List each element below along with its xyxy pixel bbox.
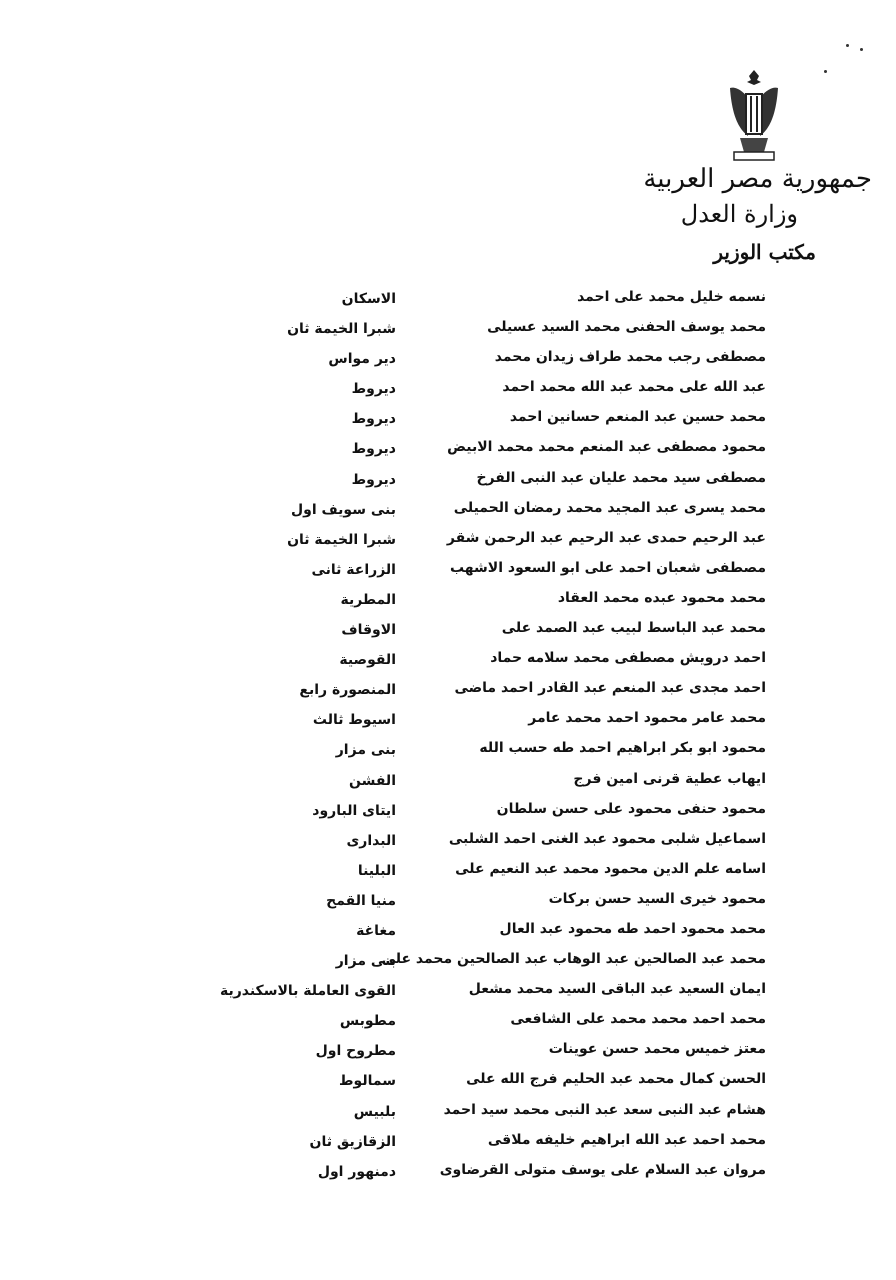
entry-name: محمد يسرى عبد المجيد محمد رمضان الحميلى — [453, 499, 766, 516]
scan-speck — [824, 70, 827, 73]
entry-name: مصطفى شعبان احمد على ابو السعود الاشهب — [449, 559, 766, 576]
list-item — [0, 914, 896, 944]
entry-place: بنى مزار — [335, 953, 396, 970]
list-item — [0, 1034, 896, 1064]
entry-name: محمود حنفى محمود على حسن سلطان — [496, 800, 766, 817]
entry-place: منيا القمح — [326, 892, 396, 909]
list-item — [0, 583, 896, 613]
entry-place: القوى العاملة بالاسكندرية — [219, 983, 396, 1000]
entry-name: ايمان السعيد عبد الباقى السيد محمد مشعل — [468, 981, 766, 998]
entry-name: محمود مصطفى عبد المنعم محمد محمد الابيض — [447, 439, 766, 456]
list-item — [0, 463, 896, 493]
entry-place: القوصية — [339, 652, 396, 669]
entry-name: اسماعيل شلبى محمود عبد الغنى احمد الشلبى — [448, 830, 766, 847]
entry-name: محمد عبد الباسط لبيب عبد الصمد على — [501, 620, 766, 637]
entry-place: شبرا الخيمة ثان — [287, 321, 396, 338]
list-item — [0, 794, 896, 824]
list-item — [0, 764, 896, 794]
entry-place: بلبيس — [353, 1103, 396, 1120]
list-item — [0, 493, 896, 523]
list-item — [0, 1125, 896, 1155]
entry-name: احمد درويش مصطفى محمد سلامه حماد — [490, 650, 766, 667]
eagle-emblem-icon — [722, 66, 786, 166]
entry-place: شبرا الخيمة ثان — [287, 531, 396, 548]
entry-place: ديروط — [351, 381, 396, 398]
header-republic: جمهورية مصر العربية — [643, 164, 872, 194]
entry-place: اسيوط ثالث — [312, 712, 396, 729]
entry-name: محمد احمد محمد محمد على الشافعى — [510, 1011, 766, 1028]
list-item — [0, 613, 896, 643]
scan-speck — [846, 44, 849, 47]
header-ministry: وزارة العدل — [680, 200, 798, 228]
entry-place: بنى مزار — [335, 742, 396, 759]
list-item — [0, 523, 896, 553]
entry-place: البلينا — [357, 862, 396, 879]
entry-name: محمود خيرى السيد حسن بركات — [548, 890, 766, 907]
entry-place: الزقازيق ثان — [309, 1133, 396, 1150]
list-item — [0, 432, 896, 462]
entry-place: مطوبس — [339, 1013, 396, 1030]
entry-place: ديروط — [351, 411, 396, 428]
header-office: مكتب الوزير — [713, 240, 816, 264]
list-item — [0, 312, 896, 342]
list-item — [0, 824, 896, 854]
list-item — [0, 342, 896, 372]
entry-name: محمود ابو بكر ابراهيم احمد طه حسب الله — [479, 740, 766, 757]
entry-place: الفشن — [349, 772, 396, 789]
entry-name: محمد حسين عبد المنعم حسانين احمد — [509, 409, 766, 426]
entry-place: المنصورة رابع — [299, 682, 396, 699]
entry-name: محمد محمود عبده محمد العقاد — [557, 589, 766, 606]
list-item — [0, 673, 896, 703]
list-item — [0, 733, 896, 763]
list-item — [0, 944, 896, 974]
entry-place: مطروح اول — [315, 1043, 396, 1060]
entry-name: نسمه خليل محمد على احمد — [577, 289, 766, 305]
entry-name: مصطفى سيد محمد عليان عبد النبى الفرخ — [476, 469, 766, 486]
entry-name: محمد احمد عبد الله ابراهيم خليفه ملاقى — [487, 1131, 766, 1148]
entry-name: الحسن كمال محمد عبد الحليم فرج الله على — [466, 1071, 766, 1088]
entry-place: ديروط — [351, 471, 396, 488]
list-item — [0, 854, 896, 884]
entry-name: عبد الله على محمد عبد الله محمد احمد — [502, 379, 766, 396]
list-item — [0, 1064, 896, 1094]
list-item — [0, 1095, 896, 1125]
entry-name: محمد عامر محمود احمد محمد عامر — [528, 710, 766, 727]
entry-name: اسامه علم الدين محمود محمد عبد النعيم على — [455, 860, 766, 877]
list-item — [0, 1155, 896, 1185]
entry-name: محمد محمود احمد طه محمود عبد العال — [499, 920, 766, 937]
entry-name: مروان عبد السلام على يوسف متولى القرضاوى — [439, 1161, 766, 1178]
entry-place: ديروط — [351, 441, 396, 458]
entry-name: احمد مجدى عبد المنعم عبد القادر احمد ماضى — [454, 680, 766, 697]
entry-place: دمنهور اول — [317, 1163, 396, 1180]
entry-place: المطرية — [340, 591, 396, 608]
entry-name: مصطفى رجب محمد طراف زيدان محمد — [494, 349, 766, 366]
entry-place: الاوقاف — [341, 622, 396, 639]
list-item — [0, 703, 896, 733]
list-item — [0, 553, 896, 583]
entry-place: ايتاى البارود — [312, 802, 396, 819]
list-item — [0, 1004, 896, 1034]
entry-place: الاسكان — [341, 291, 396, 307]
entry-place: البدارى — [346, 832, 396, 849]
list-item — [0, 884, 896, 914]
entries-list — [0, 282, 896, 1185]
entry-name: محمد يوسف الحفنى محمد السيد عسيلى — [487, 319, 766, 336]
list-item — [0, 974, 896, 1004]
list-item — [0, 372, 896, 402]
entry-place: مغاغة — [356, 922, 396, 939]
scan-speck — [860, 48, 863, 51]
entry-name: ايهاب عطية قرنى امين فرج — [573, 770, 766, 787]
entry-place: سمالوط — [339, 1073, 396, 1090]
entry-name: محمد عبد الصالحين عبد الوهاب عبد الصالحين محمد على — [381, 951, 766, 968]
list-item — [0, 402, 896, 432]
list-item — [0, 282, 896, 312]
entry-place: بنى سويف اول — [290, 501, 396, 518]
list-item — [0, 643, 896, 673]
entry-name: هشام عبد النبى سعد عبد النبى محمد سيد احمد — [443, 1101, 766, 1118]
entry-name: عبد الرحيم حمدى عبد الرحيم عبد الرحمن شقر — [446, 529, 766, 546]
entry-place: دير مواس — [328, 351, 396, 368]
entry-place: الزراعة ثانى — [311, 561, 396, 578]
entry-name: معتز خميس محمد حسن عوينات — [548, 1041, 766, 1058]
